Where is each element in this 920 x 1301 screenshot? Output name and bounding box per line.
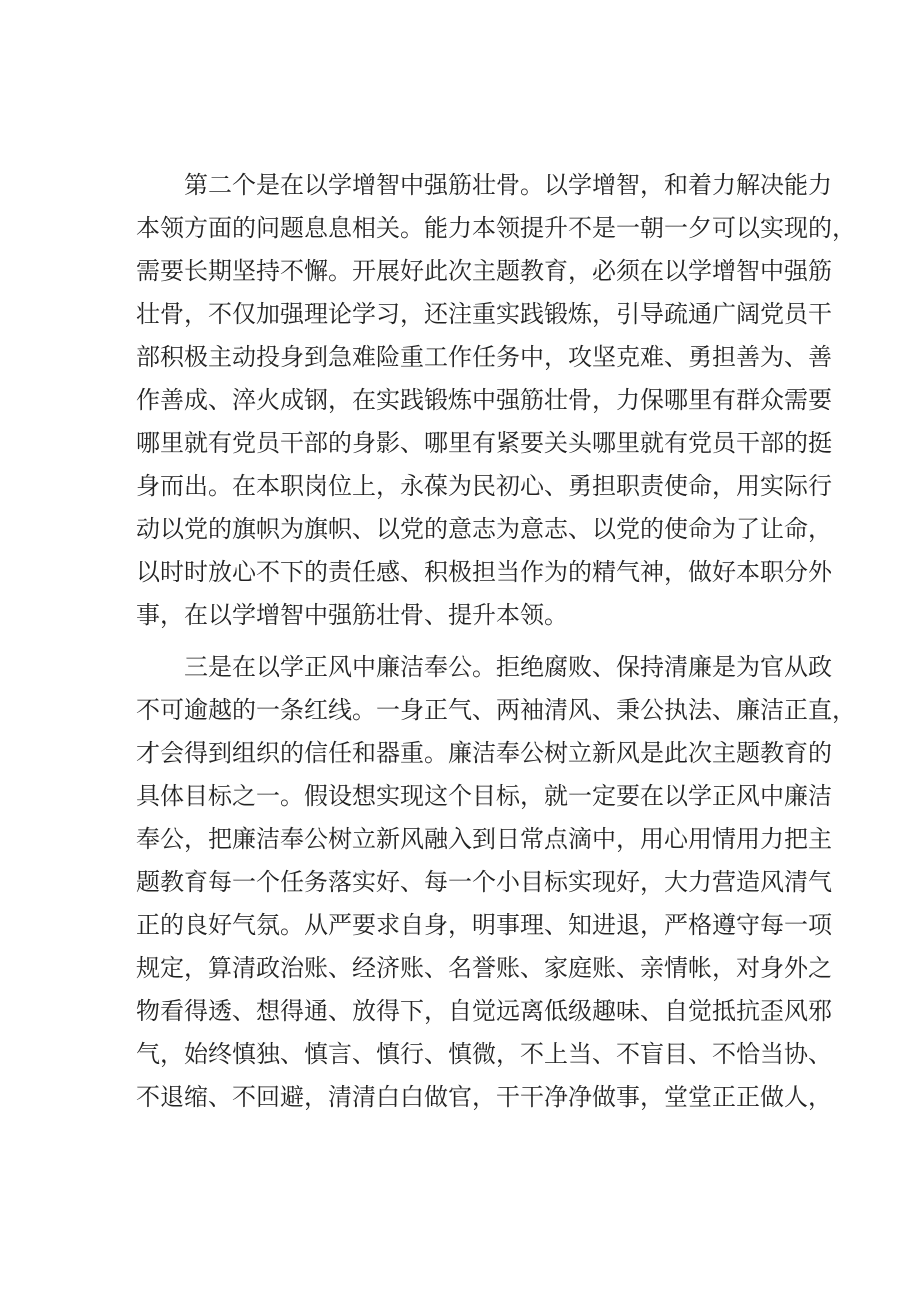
paragraph-line: 三是在以学正风中廉洁奉公。拒绝腐败、保持清廉是为官从政	[184, 653, 832, 681]
paragraph-line: 第二个是在以学增智中强筋壮骨。以学增智，和着力解决能力	[184, 171, 832, 199]
paragraph-line: 不可逾越的一条红线。一身正气、两袖清风、秉公执法、廉洁正直，	[136, 696, 856, 724]
paragraph-line: 物看得透、想得通、放得下，自觉远离低级趣味、自觉抵抗歪风邪	[136, 997, 832, 1025]
paragraph-line: 哪里就有党员干部的身影、哪里有紧要关头哪里就有党员干部的挺	[136, 429, 832, 457]
paragraph-line: 身而出。在本职岗位上，永葆为民初心、勇担职责使命，用实际行	[136, 472, 832, 500]
paragraph	[136, 164, 856, 637]
paragraph-line: 题教育每一个任务落实好、每一个小目标实现好，大力营造风清气	[136, 868, 832, 896]
paragraph-line: 壮骨，不仅加强理论学习，还注重实践锻炼，引导疏通广阔党员干	[136, 300, 832, 328]
paragraph-line: 不退缩、不回避，清清白白做官，干干净净做事，堂堂正正做人，	[136, 1083, 832, 1111]
paragraph-line: 需要长期坚持不懈。开展好此次主题教育，必须在以学增智中强筋	[136, 257, 832, 285]
paragraph-line: 正的良好气氛。从严要求自身，明事理、知进退，严格遵守每一项	[136, 911, 832, 939]
paragraph-line: 作善成、淬火成钢，在实践锻炼中强筋壮骨，力保哪里有群众需要	[136, 386, 832, 414]
paragraph-line: 部积极主动投身到急难险重工作任务中，攻坚克难、勇担善为、善	[136, 343, 832, 371]
paragraph-line: 规定，算清政治账、经济账、名誉账、家庭账、亲情帐，对身外之	[136, 954, 832, 982]
paragraph-line: 具体目标之一。假设想实现这个目标，就一定要在以学正风中廉洁	[136, 782, 832, 810]
paragraph-line: 奉公，把廉洁奉公树立新风融入到日常点滴中，用心用情用力把主	[136, 825, 832, 853]
paragraph-spacer	[136, 637, 816, 646]
paragraph-line: 动以党的旗帜为旗帜、以党的意志为意志、以党的使命为了让命，	[136, 515, 832, 543]
document-body	[136, 164, 856, 1119]
paragraph-line: 事，在以学增智中强筋壮骨、提升本领。	[136, 601, 568, 629]
paragraph	[136, 646, 856, 1119]
paragraph-line: 气，始终慎独、慎言、慎行、慎微，不上当、不盲目、不恰当协、	[136, 1040, 832, 1068]
paragraph-line: 以时时放心不下的责任感、积极担当作为的精气神，做好本职分外	[136, 558, 832, 586]
paragraph-line: 本领方面的问题息息相关。能力本领提升不是一朝一夕可以实现的，	[136, 214, 856, 242]
paragraph-line: 才会得到组织的信任和器重。廉洁奉公树立新风是此次主题教育的	[136, 739, 832, 767]
